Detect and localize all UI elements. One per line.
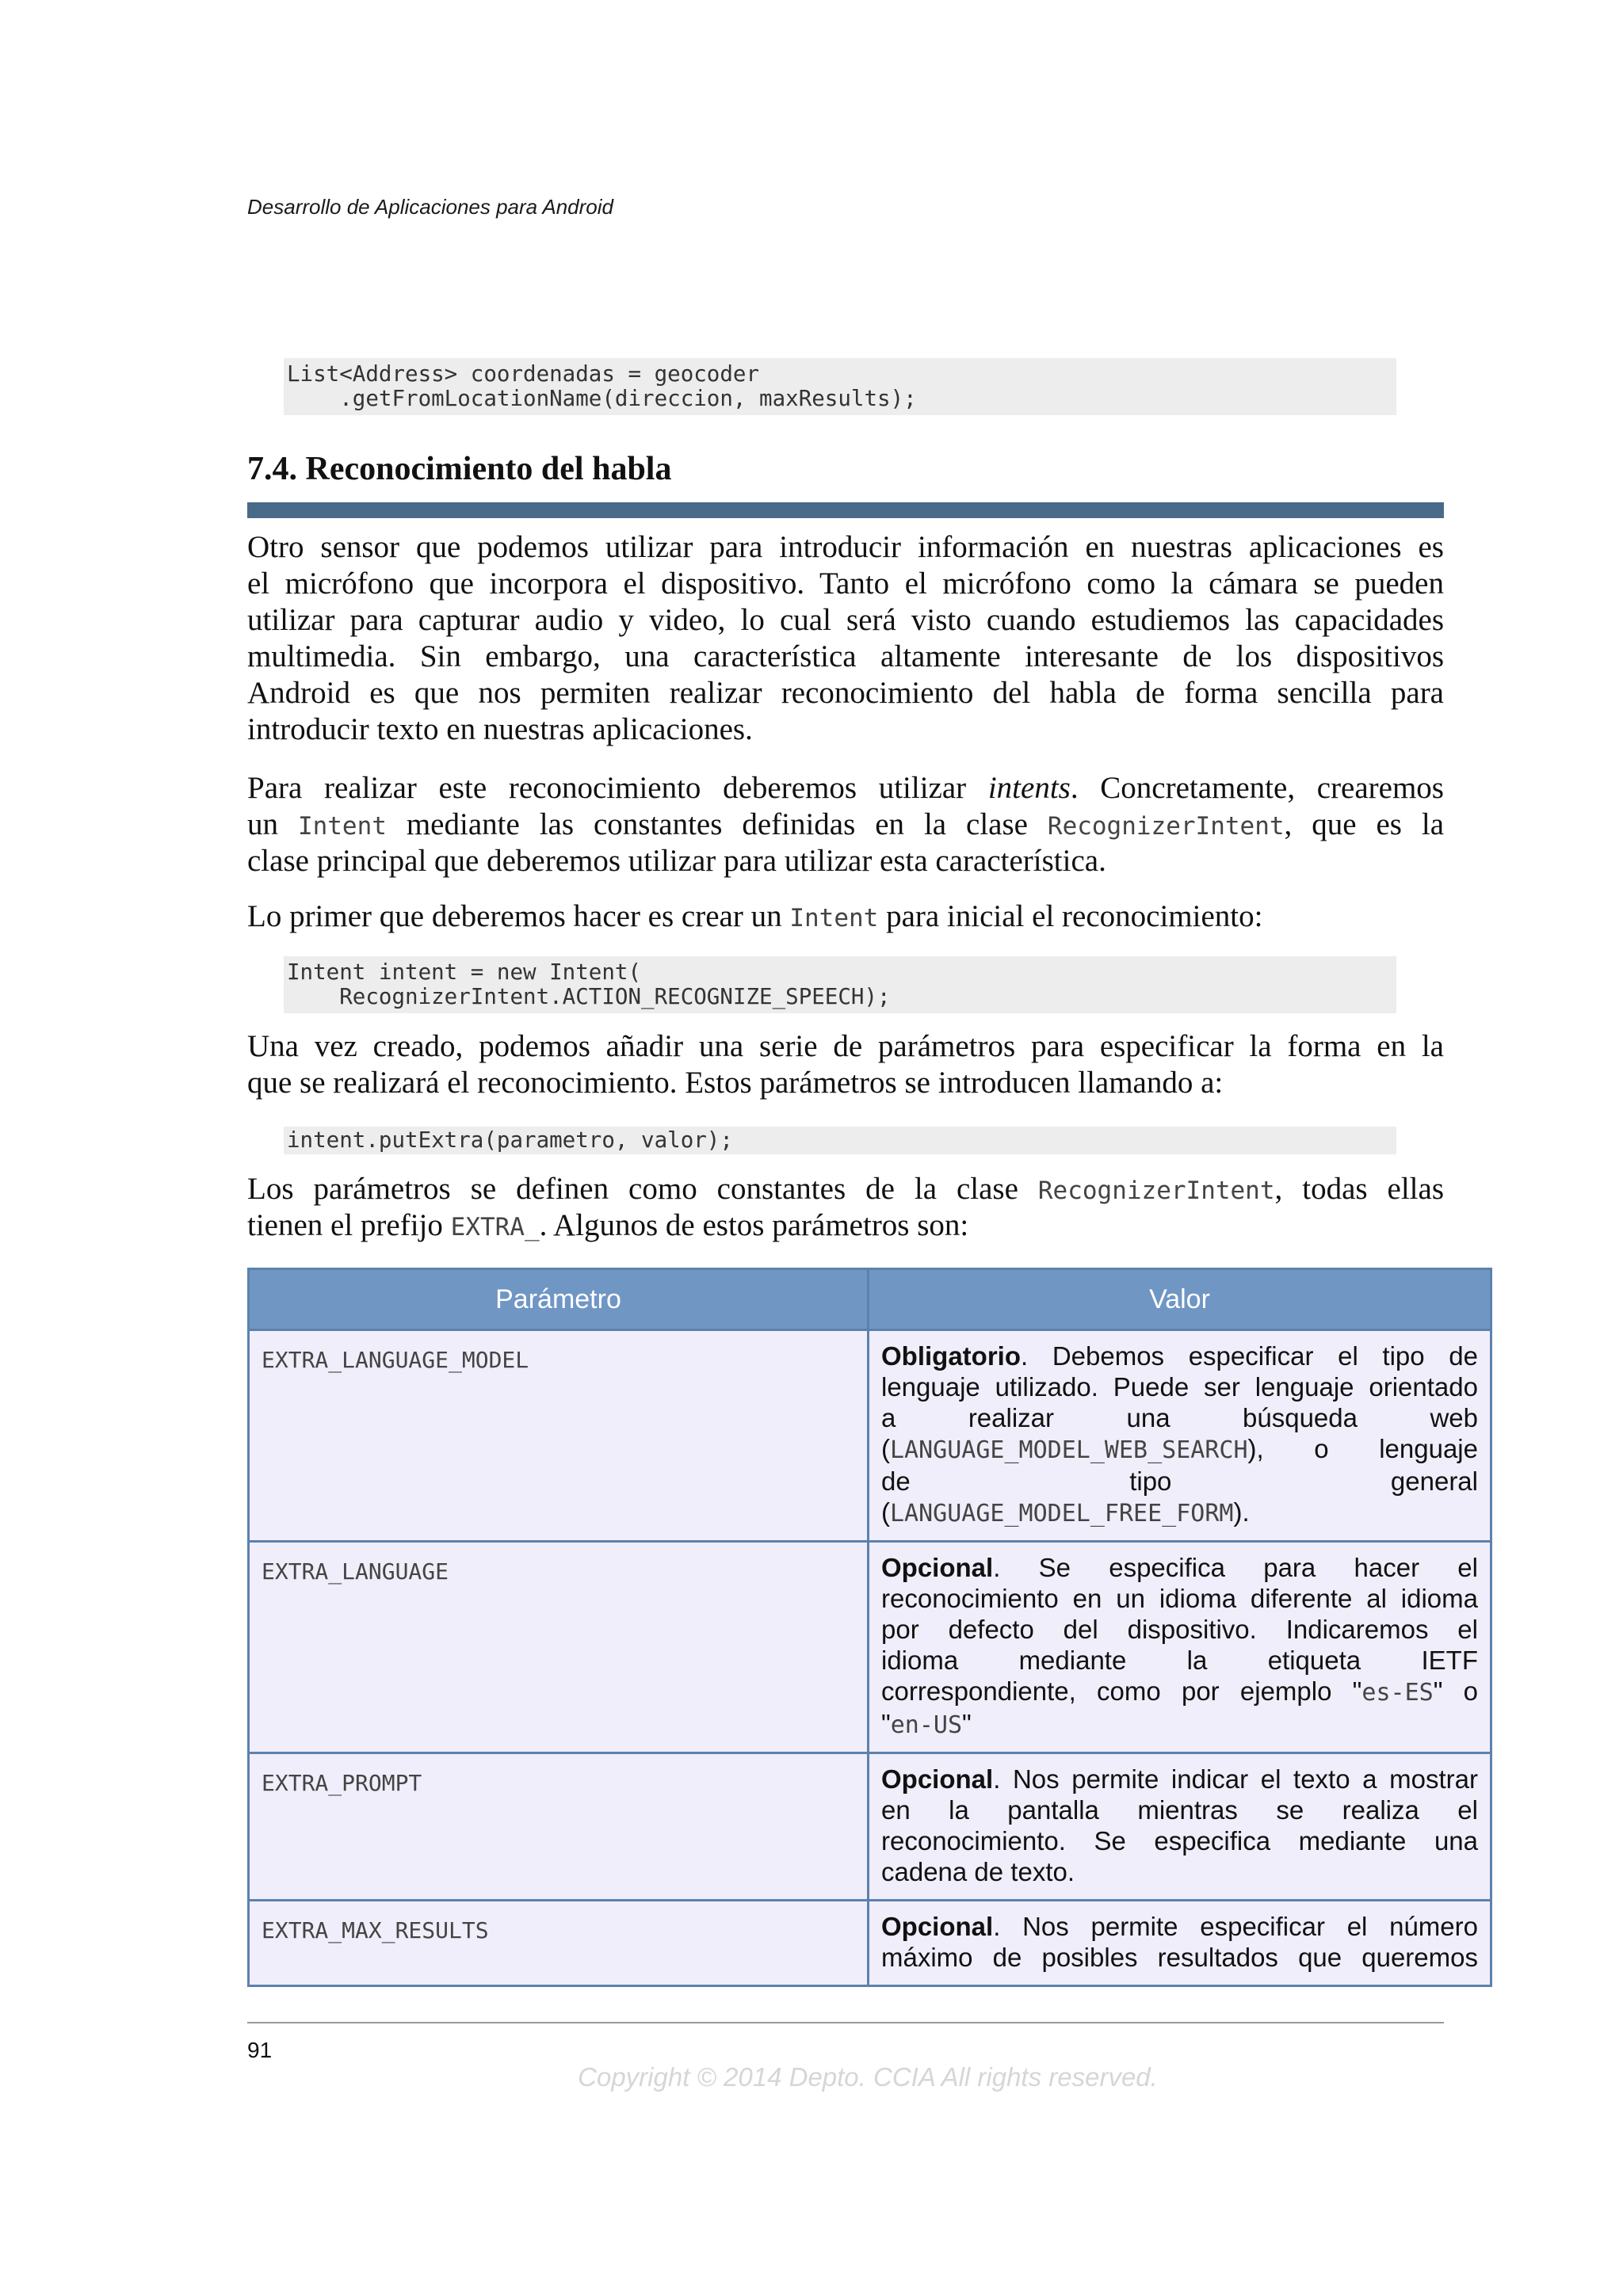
text-line: reconocimiento. Se especifica mediante una [881,1826,1478,1855]
text: . Nos permite indicar el texto a mostrar [993,1764,1478,1794]
paragraph-create-intent [247,898,1444,935]
text: . Debemos especificar el tipo de [1021,1341,1478,1371]
code-line: List<Address> coordenadas = geocoder [287,361,760,387]
table-row [249,1330,1491,1542]
page-number: 91 [247,2038,273,2062]
heading-rule [247,502,1444,518]
text: . Algunos de estos parámetros son: [539,1208,969,1242]
code-inline: Intent [297,812,387,841]
text-line [881,1433,1478,1466]
text-line: reconocimiento en un idioma diferente al idioma [881,1584,1478,1613]
text: , todas ellas [1274,1172,1444,1206]
text: ( [881,1497,890,1527]
paragraph-intents [247,770,1444,879]
paragraph-parameters [247,1028,1444,1101]
text: Lo primer que deberemos hacer es crear un [247,899,790,933]
code-inline: LANGUAGE_MODEL_FREE_FORM [890,1500,1234,1527]
text-line [881,1552,1478,1583]
code-line: RecognizerIntent.ACTION_RECOGNIZE_SPEECH); [287,984,891,1009]
text-line [881,1764,1478,1794]
running-header: Desarrollo de Aplicaciones para Android [247,195,613,219]
text-bold: Opcional [881,1912,994,1941]
code-inline: EXTRA_ [450,1213,540,1241]
text: " o [1433,1676,1478,1706]
param-name: EXTRA_LANGUAGE [249,1542,869,1753]
text-line [247,807,1444,843]
text: un [247,807,298,841]
text-line [247,1207,1444,1244]
param-value [869,1330,1491,1542]
text-line [881,1708,1478,1741]
code-inline: en-US [890,1711,963,1739]
text-bold: Opcional [881,1553,994,1582]
code-block-intent [284,956,1396,1013]
text-line: utilizar para capturar audio y video, lo cual será visto cuando estudiemos las capacidades [247,603,1444,637]
text-line: idioma mediante la etiqueta IETF [881,1646,1478,1675]
section-heading: 7.4. Reconocimiento del habla [247,451,672,487]
text: para inicial el reconocimiento: [878,899,1263,933]
param-value [869,1542,1491,1753]
column-header-valor: Valor [869,1269,1491,1330]
text-italic: intents [987,771,1071,805]
text-line [247,898,1444,935]
column-header-parametro: Parámetro [249,1269,869,1330]
text: ( [881,1434,890,1463]
text: . Nos permite especificar el número [993,1912,1478,1941]
text: Para realizar este reconocimiento deberemos utilizar [247,771,988,805]
text-line: el micrófono que incorpora el dispositivo. Tanto el micrófono como la cámara se pueden [247,566,1444,601]
param-name: EXTRA_PROMPT [249,1753,869,1901]
param-value [869,1901,1491,1986]
text: " [881,1709,891,1738]
code-inline: LANGUAGE_MODEL_WEB_SEARCH [890,1436,1248,1464]
param-value [869,1753,1491,1901]
paragraph-constants [247,1171,1444,1244]
text-line [881,1341,1478,1371]
code-inline: RecognizerIntent [1047,812,1285,841]
param-name: EXTRA_MAX_RESULTS [249,1901,869,1986]
text-line: que se realizará el reconocimiento. Estos parámetros se introducen llamando a: [247,1066,1224,1100]
text-line: Otro sensor que podemos utilizar para introducir información en nuestras aplicaciones es [247,530,1444,564]
param-name: EXTRA_LANGUAGE_MODEL [249,1330,869,1542]
text-line [881,1676,1478,1708]
text-line: por defecto del dispositivo. Indicaremos el [881,1615,1478,1644]
text: mediante las constantes definidas en la clase [386,807,1048,841]
table-row [249,1542,1491,1753]
text-line: Una vez creado, podemos añadir una serie de parámetros para especificar la forma en la [247,1029,1444,1063]
code-line: Intent intent = new Intent( [287,959,642,985]
code-block-putextra [284,1127,1396,1154]
code-inline: Intent [789,904,879,933]
text-line [247,770,1444,807]
table-row [249,1753,1491,1901]
text-line [881,1497,1478,1529]
text: tienen el prefijo [247,1208,451,1242]
text-line [247,1171,1444,1207]
text: correspondiente, como por ejemplo " [881,1676,1362,1706]
text-bold: Opcional [881,1764,994,1794]
text-line: Android es que nos permiten realizar reconocimiento del habla de forma sencilla para [247,676,1444,710]
code-line: .getFromLocationName(direccion, maxResults); [287,386,917,411]
text-line [881,1911,1478,1942]
text: ). [1233,1497,1250,1527]
code-line: intent.putExtra(parametro, valor); [287,1127,733,1153]
text: " [962,1709,972,1738]
text: , que es la [1284,807,1445,841]
paragraph-intro [247,529,1444,748]
text-bold: Obligatorio [881,1341,1021,1371]
text-line: clase principal que deberemos utilizar para utilizar esta característica. [247,844,1106,878]
text: . Se especifica para hacer el [993,1553,1478,1582]
text: . Concretamente, crearemos [1070,771,1444,805]
text-line: a realizar una búsqueda web [881,1403,1478,1432]
text-line: introducir texto en nuestras aplicaciones. [247,712,753,746]
text-line: en la pantalla mientras se realiza el [881,1795,1478,1825]
text: ), o lenguaje [1247,1434,1478,1463]
text: Los parámetros se definen como constantes de la clase [247,1172,1038,1206]
parameters-table [247,1268,1492,1987]
text-line: lenguaje utilizado. Puede ser lenguaje orientado [881,1372,1478,1402]
copyright-notice: Copyright © 2014 Depto. CCIA All rights reserved. [578,2062,1158,2092]
code-block-geocoder [284,358,1396,415]
table-header-row [249,1269,1491,1330]
text-line: cadena de texto. [881,1857,1075,1886]
text-line: multimedia. Sin embargo, una característica altamente interesante de los dispositivos [247,639,1444,673]
code-inline: RecognizerIntent [1037,1177,1275,1205]
table-row [249,1901,1491,1986]
text-line: de tipo general [881,1466,1478,1496]
text-line: máximo de posibles resultados que queremos [881,1943,1478,1972]
code-inline: es-ES [1361,1679,1434,1707]
footer-rule [247,2022,1444,2023]
